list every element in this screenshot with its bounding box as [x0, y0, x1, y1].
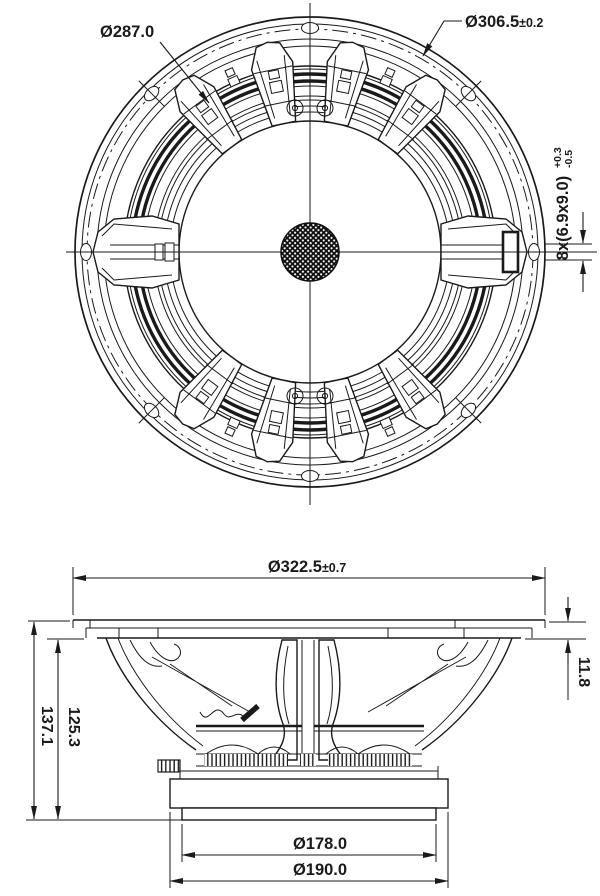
mounting-hole — [133, 392, 170, 429]
mounting-hole — [450, 75, 487, 112]
bottom-plate — [182, 808, 436, 820]
magnet-diameter-label: Ø190.0 — [292, 861, 348, 879]
side-dim-overall-diameter — [73, 558, 545, 615]
front-view — [66, 3, 597, 505]
gasket-diameter-label: Ø287.0 — [100, 23, 155, 41]
magnet-assembly — [170, 766, 448, 820]
vent-band — [196, 754, 422, 766]
side-view — [26, 558, 592, 888]
side-dim-total-height — [26, 621, 182, 820]
side-dim-pole-plate-diameter — [182, 824, 436, 862]
pole-plate-diameter-label: Ø178.0 — [292, 835, 348, 853]
lead-wire — [200, 706, 258, 720]
mounting-hole — [133, 75, 170, 112]
bolt-circle-label: Ø306.5±0.2 — [465, 13, 544, 31]
mounting-holes-label: 8x(6.9x9.0) — [554, 175, 572, 261]
basket-profile — [106, 638, 512, 750]
mounting-holes-tol-minus: -0.5 — [563, 149, 575, 168]
total-height-label: 137.1 — [38, 705, 55, 747]
side-dim-flange-thickness — [525, 597, 592, 700]
mounting-depth-label: 125.3 — [65, 706, 82, 748]
magnet — [170, 779, 448, 808]
flange — [73, 620, 545, 638]
mounting-hole — [450, 392, 487, 429]
flange-thickness-label: 11.8 — [575, 656, 592, 688]
overall-diameter-label: Ø322.5±0.7 — [267, 558, 347, 576]
center-struts — [271, 640, 345, 760]
front-dim-mounting-holes — [544, 147, 592, 292]
terminal-strip — [158, 760, 180, 772]
spider — [196, 726, 424, 754]
front-dim-bolt-circle — [423, 13, 543, 56]
dust-cap-mesh — [281, 223, 339, 281]
mounting-holes-tol-plus: +0.3 — [552, 147, 564, 168]
